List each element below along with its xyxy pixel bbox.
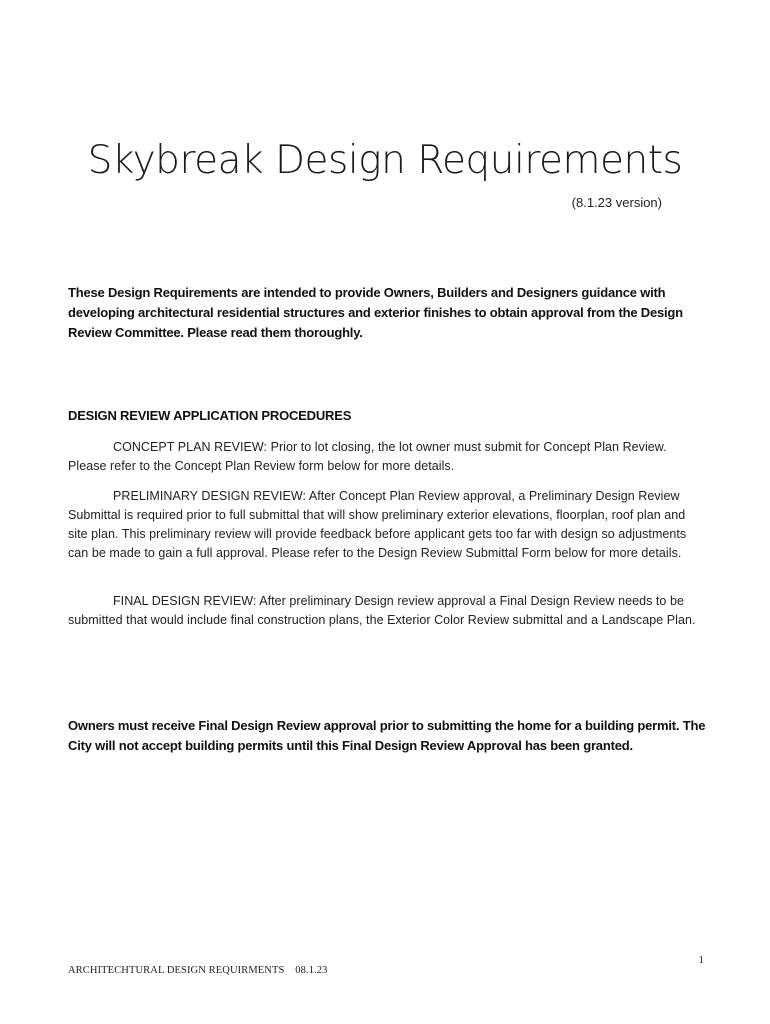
document-version: (8.1.23 version)	[571, 195, 662, 210]
approval-notice: Owners must receive Final Design Review approval prior to submitting the home for a building permit. The City will not accept building permits until this Final Design Review Approval has been granted.	[68, 718, 706, 753]
page-footer: ARCHITECHTURAL DESIGN REQUIRMENTS 08.1.23	[68, 965, 328, 976]
page-number: 1	[698, 954, 704, 966]
intro-paragraph: These Design Requirements are intended to provide Owners, Builders and Designers guidance with developing architectural residential structures and exterior finishes to obtain approval from the Design Review Committee. Please read them thoroughly.	[68, 285, 683, 340]
preliminary-design-review-paragraph: PRELIMINARY DESIGN REVIEW: After Concept Plan Review approval, a Preliminary Design Review Submittal is required prior to full submittal that will show preliminary exterior elevations, floorplan, roof plan and site plan. This preliminary review will provide feedback before applicant gets too far with design so adjustments can be made to gain a full approval. Please refer to the Design Review Submittal Form below for more details.	[68, 489, 687, 560]
section-heading: DESIGN REVIEW APPLICATION PROCEDURES	[68, 408, 352, 423]
document-title: Skybreak Design Requirements	[87, 138, 683, 183]
final-design-review-paragraph: FINAL DESIGN REVIEW: After preliminary Design review approval a Final Design Review needs to be submitted that would include final construction plans, the Exterior Color Review submittal and a Landscape Plan.	[68, 594, 696, 627]
concept-plan-review-paragraph: CONCEPT PLAN REVIEW: Prior to lot closing, the lot owner must submit for Concept Plan Review. Please refer to the Concept Plan Review form below for more details.	[68, 440, 667, 473]
